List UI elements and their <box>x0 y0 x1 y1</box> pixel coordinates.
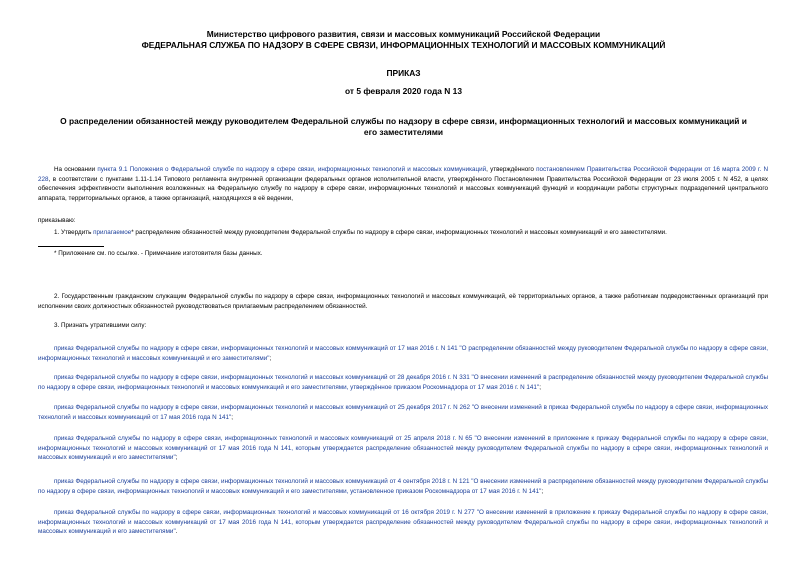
doc-type: ПРИКАЗ <box>386 68 421 78</box>
repealed-order-link[interactable]: приказ Федеральной службы по надзору в сфере связи, информационных технологий и массовых коммуникаций от 17 мая 2016 г. N 141 "О распределении обязанностей между руководителем Федеральной службы по надзору в сфере связи, информационных технологий и массовых коммуникаций и его заместителями" <box>38 345 768 362</box>
repealed-order-link[interactable]: приказ Федеральной службы по надзору в сфере связи, информационных технологий и массовых коммуникаций от 25 декабря 2017 г. N 262 "О внесении изменений в приказ Федеральной службы по надзору в сфере связи, информационных технологий и массовых коммуникаций от 17 мая 2016 года N 141" <box>38 404 768 421</box>
regulation-link[interactable]: пункта 9.1 Положения о Федеральной службе по надзору в сфере связи, информационных технологий и массовых коммуникаций <box>97 166 487 173</box>
preamble-lead: На основании <box>54 166 98 173</box>
item-3: 3. Признать утратившими силу: <box>54 322 147 329</box>
doc-title-line-1: О распределении обязанностей между руководителем Федеральной службы по надзору в сфере связи, информационных технологий и массовых коммуникаций и <box>60 116 747 126</box>
annex-link[interactable]: прилагаемое <box>93 229 132 236</box>
item-1 <box>54 228 667 238</box>
repealed-order-link[interactable]: приказ Федеральной службы по надзору в сфере связи, информационных технологий и массовых коммуникаций от 16 октября 2019 г. N 277 "О внесении изменений в приложение к приказу Федеральной службы по надзору в сфере связи, информационных технологий и массовых коммуникаций от 17 мая 2016 года N 141, которым утверждается распределение обязанностей между руководителем Федеральной службы по надзору в сфере связи, информационных технологий и массовых коммуникаций и его заместителями" <box>38 509 768 536</box>
repealed-order-4: приказ Федеральной службы по надзору в сфере связи, информационных технологий и массовых коммуникаций от 25 апреля 2018 г. N 65 "О внесении изменений в приложение к приказу Федеральной службы по надзору в сфере связи, информационных технологий и массовых коммуникаций от 17 мая 2016 года N 141, которым утверждается распределение обязанностей между руководителем Федеральной службы по надзору в сфере связи, информационных технологий и массовых коммуникаций и его заместителями"; <box>38 435 768 462</box>
repealed-order-5: приказ Федеральной службы по надзору в сфере связи, информационных технологий и массовых коммуникаций от 4 сентября 2018 г. N 121 "О внесении изменений в распределение обязанностей между руководителем Федеральной службы по надзору в сфере связи, информационных технологий и массовых коммуникаций и его заместителями, установленное приказом Роскомнадзора от 17 мая 2016 г. N 141"; <box>38 478 768 495</box>
item-1-rest: * распределение обязанностей между руководителем Федеральной службы по надзору в сфере связи, информационных технологий и массовых коммуникаций и его заместителями. <box>131 229 667 236</box>
preamble-rest: , в соответствии с пунктами 1.11-1.14 Типового регламента внутренней организации федеральных органов исполнительной власти, утверждённого Постановлением Правительства Российской Федерации от 23 июля 2005 г. N 452, в целях обеспечения эффективности выполнения возложенных на Федеральную службу по надзору в сфере связи, информационных технологий и массовых коммуникаций функций и координации работы структурных подразделений центрального аппарата, территориальных органов, а также организаций, находящихся в её ведении, <box>38 175 768 202</box>
preamble <box>38 165 768 203</box>
service-name: ФЕДЕРАЛЬНАЯ СЛУЖБА ПО НАДЗОРУ В СФЕРЕ СВЯЗИ, ИНФОРМАЦИОННЫХ ТЕХНОЛОГИЙ И МАССОВЫХ КОММУНИКАЦИЙ <box>141 40 666 50</box>
repealed-order-link[interactable]: приказ Федеральной службы по надзору в сфере связи, информационных технологий и массовых коммуникаций от 28 декабря 2016 г. N 331 "О внесении изменений в распределение обязанностей между руководителем Федеральной службы по надзору в сфере связи, информационных технологий и массовых коммуникаций и его заместителями, утверждённое приказом Роскомнадзора от 17 мая 2016 г. N 141" <box>38 374 768 391</box>
repealed-order-2: приказ Федеральной службы по надзору в сфере связи, информационных технологий и массовых коммуникаций от 28 декабря 2016 г. N 331 "О внесении изменений в распределение обязанностей между руководителем Федеральной службы по надзору в сфере связи, информационных технологий и массовых коммуникаций и его заместителями, утверждённое приказом Роскомнадзора от 17 мая 2016 г. N 141"; <box>38 374 768 391</box>
doc-date: от 5 февраля 2020 года N 13 <box>345 86 462 96</box>
preamble-mid: , утверждённого <box>486 166 537 173</box>
ministry-name: Министерство цифрового развития, связи и массовых коммуникаций Российской Федерации <box>206 29 601 39</box>
repealed-order-3: приказ Федеральной службы по надзору в сфере связи, информационных технологий и массовых коммуникаций от 25 декабря 2017 г. N 262 "О внесении изменений в приказ Федеральной службы по надзору в сфере связи, информационных технологий и массовых коммуникаций от 17 мая 2016 года N 141"; <box>38 404 768 421</box>
item-1-lead: 1. Утвердить <box>54 229 94 236</box>
item-2: 2. Государственным гражданским служащим Федеральной службы по надзору в сфере связи, информационных технологий и массовых коммуникаций, её территориальных органов, а также работникам подведомственных организаций при исполнении своих должностных обязанностей руководствоваться прилагаемым распределением обязанностей. <box>38 293 768 310</box>
order-word: приказываю: <box>38 217 76 224</box>
repealed-order-1: приказ Федеральной службы по надзору в сфере связи, информационных технологий и массовых коммуникаций от 17 мая 2016 г. N 141 "О распределении обязанностей между руководителем Федеральной службы по надзору в сфере связи, информационных технологий и массовых коммуникаций и его заместителями"; <box>38 345 768 362</box>
footnote: * Приложение см. по ссылке. - Примечание изготовителя базы данных. <box>54 250 263 257</box>
repealed-order-link[interactable]: приказ Федеральной службы по надзору в сфере связи, информационных технологий и массовых коммуникаций от 4 сентября 2018 г. N 121 "О внесении изменений в распределение обязанностей между руководителем Федеральной службы по надзору в сфере связи, информационных технологий и массовых коммуникаций и его заместителями, установленное приказом Роскомнадзора от 17 мая 2016 г. N 141" <box>38 478 768 495</box>
doc-title-line-2: его заместителями <box>363 127 444 137</box>
repealed-order-6: приказ Федеральной службы по надзору в сфере связи, информационных технологий и массовых коммуникаций от 16 октября 2019 г. N 277 "О внесении изменений в приложение к приказу Федеральной службы по надзору в сфере связи, информационных технологий и массовых коммуникаций от 17 мая 2016 года N 141, которым утверждается распределение обязанностей между руководителем Федеральной службы по надзору в сфере связи, информационных технологий и массовых коммуникаций и его заместителями". <box>38 509 768 536</box>
footnote-divider <box>38 246 104 247</box>
government-decree-link[interactable]: постановлением Правительства Российской Федерации от 16 марта 2009 г. N 228 <box>38 166 769 183</box>
repealed-order-link[interactable]: приказ Федеральной службы по надзору в сфере связи, информационных технологий и массовых коммуникаций от 25 апреля 2018 г. N 65 "О внесении изменений в приложение к приказу Федеральной службы по надзору в сфере связи, информационных технологий и массовых коммуникаций от 17 мая 2016 года N 141, которым утверждается распределение обязанностей между руководителем Федеральной службы по надзору в сфере связи, информационных технологий и массовых коммуникаций и его заместителями" <box>38 435 768 462</box>
